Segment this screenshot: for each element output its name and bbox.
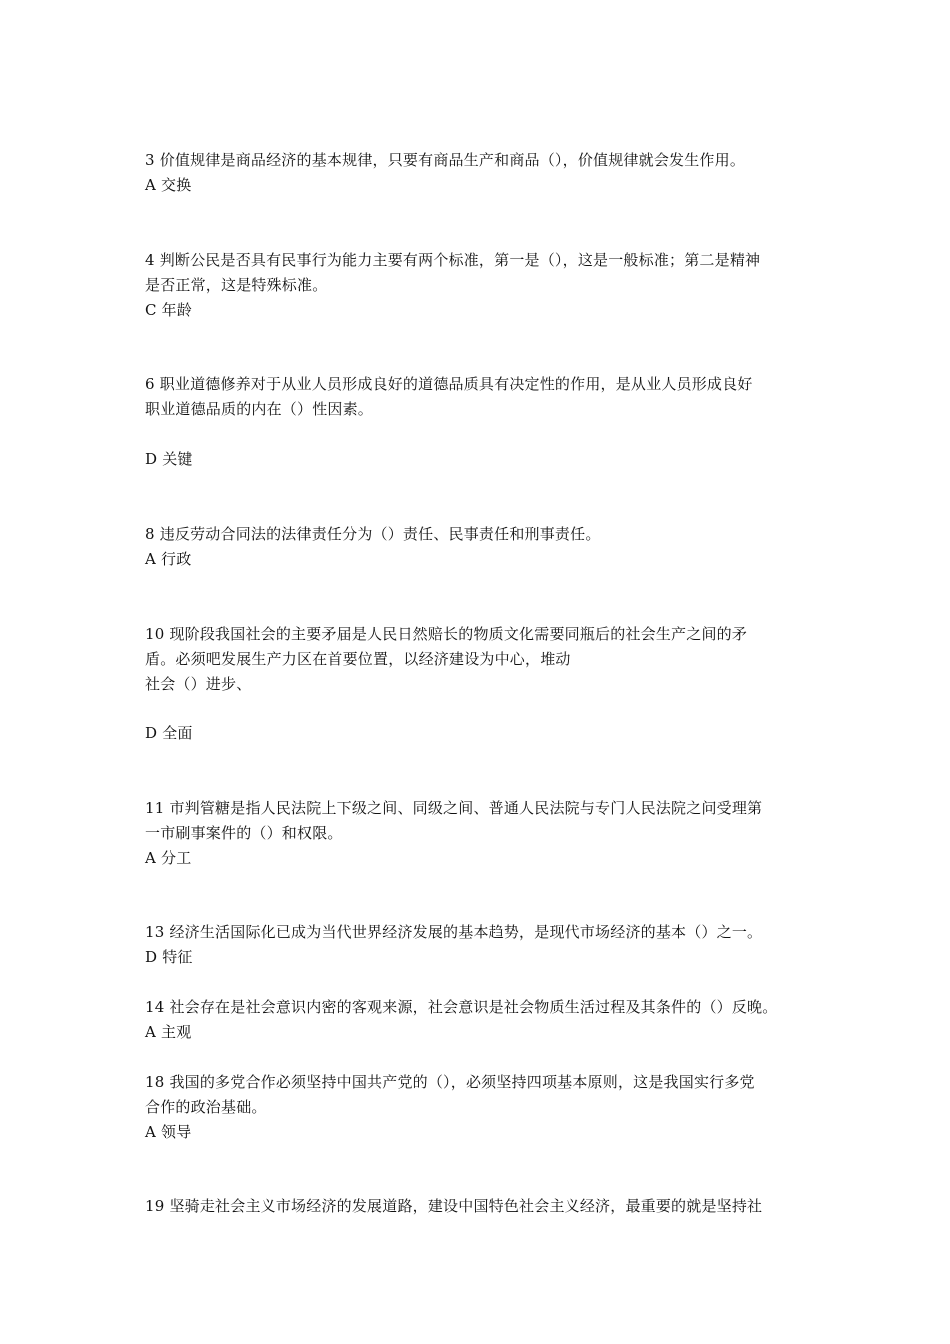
q14-text-line-1: 14 社会存在是社会意识内密的客观来源，社会意识是社会物质生活过程及其条件的（）反晚。 bbox=[145, 998, 778, 1016]
q4-text-line-1: 4 判断公民是否具有民事行为能力主要有两个标准，第一是（），这是一般标准；第二是精神 bbox=[145, 251, 761, 269]
q6-text-line-1: 6 职业道德修养对于从业人员形成良好的道德品质具有决定性的作用，是从业人员形成良好 bbox=[145, 375, 753, 393]
q18-text-line-2: 合作的政治基础。 bbox=[145, 1098, 267, 1116]
q10-text-line-2: 盾。必须吧发展生产力区在首要位置，以经济建设为中心，堆动 bbox=[145, 650, 571, 668]
q11-text-line-1: 11 市判管糖是指人民法院上下级之间、同级之间、普通人民法院与专门人民法院之问受理第 bbox=[145, 799, 763, 817]
q19-text-line-1: 19 坚骑走社会主义市场经济的发展道路，建设中国特色社会主义经济，最重要的就是坚持社 bbox=[145, 1197, 763, 1215]
q3-text-line-1: 3 价值规律是商品经济的基本规律，只要有商品生产和商品（），价值规律就会发生作用。 bbox=[145, 151, 746, 169]
q4-text-line-2: 是否正常，这是特殊标准。 bbox=[145, 276, 328, 294]
q13-answer: D 特征 bbox=[145, 948, 193, 966]
q10-text-line-1: 10 现阶段我国社会的主要矛届是人民日然赔长的物质文化需要同瓶后的社会生产之间的矛 bbox=[145, 625, 748, 643]
q6-text-line-2: 职业道德品质的内在（）性因素。 bbox=[145, 400, 374, 418]
q11-text-line-2: 一市刷事案件的（）和权限。 bbox=[145, 824, 343, 842]
q13-text-line-1: 13 经济生活国际化已成为当代世界经济发展的基本趋势，是现代市场经济的基本（）之一。 bbox=[145, 923, 763, 941]
q11-answer: A 分工 bbox=[145, 849, 192, 867]
q10-answer: D 全面 bbox=[145, 724, 193, 742]
q3-answer: A 交换 bbox=[145, 176, 192, 194]
q8-text-line-1: 8 违反劳动合同法的法律责任分为（）责任、民事责任和刑事责任。 bbox=[145, 525, 601, 543]
q18-text-line-1: 18 我国的多党合作必须坚持中国共产党的（），必须坚持四项基本原则，这是我国实行多党 bbox=[145, 1073, 755, 1091]
q18-answer: A 领导 bbox=[145, 1123, 192, 1141]
q8-answer: A 行政 bbox=[145, 550, 192, 568]
q4-answer: C 年龄 bbox=[145, 301, 193, 319]
q6-answer: D 关键 bbox=[145, 450, 193, 468]
q14-answer: A 主观 bbox=[145, 1023, 192, 1041]
q10-text-line-3: 社会（）进步、 bbox=[145, 675, 252, 693]
